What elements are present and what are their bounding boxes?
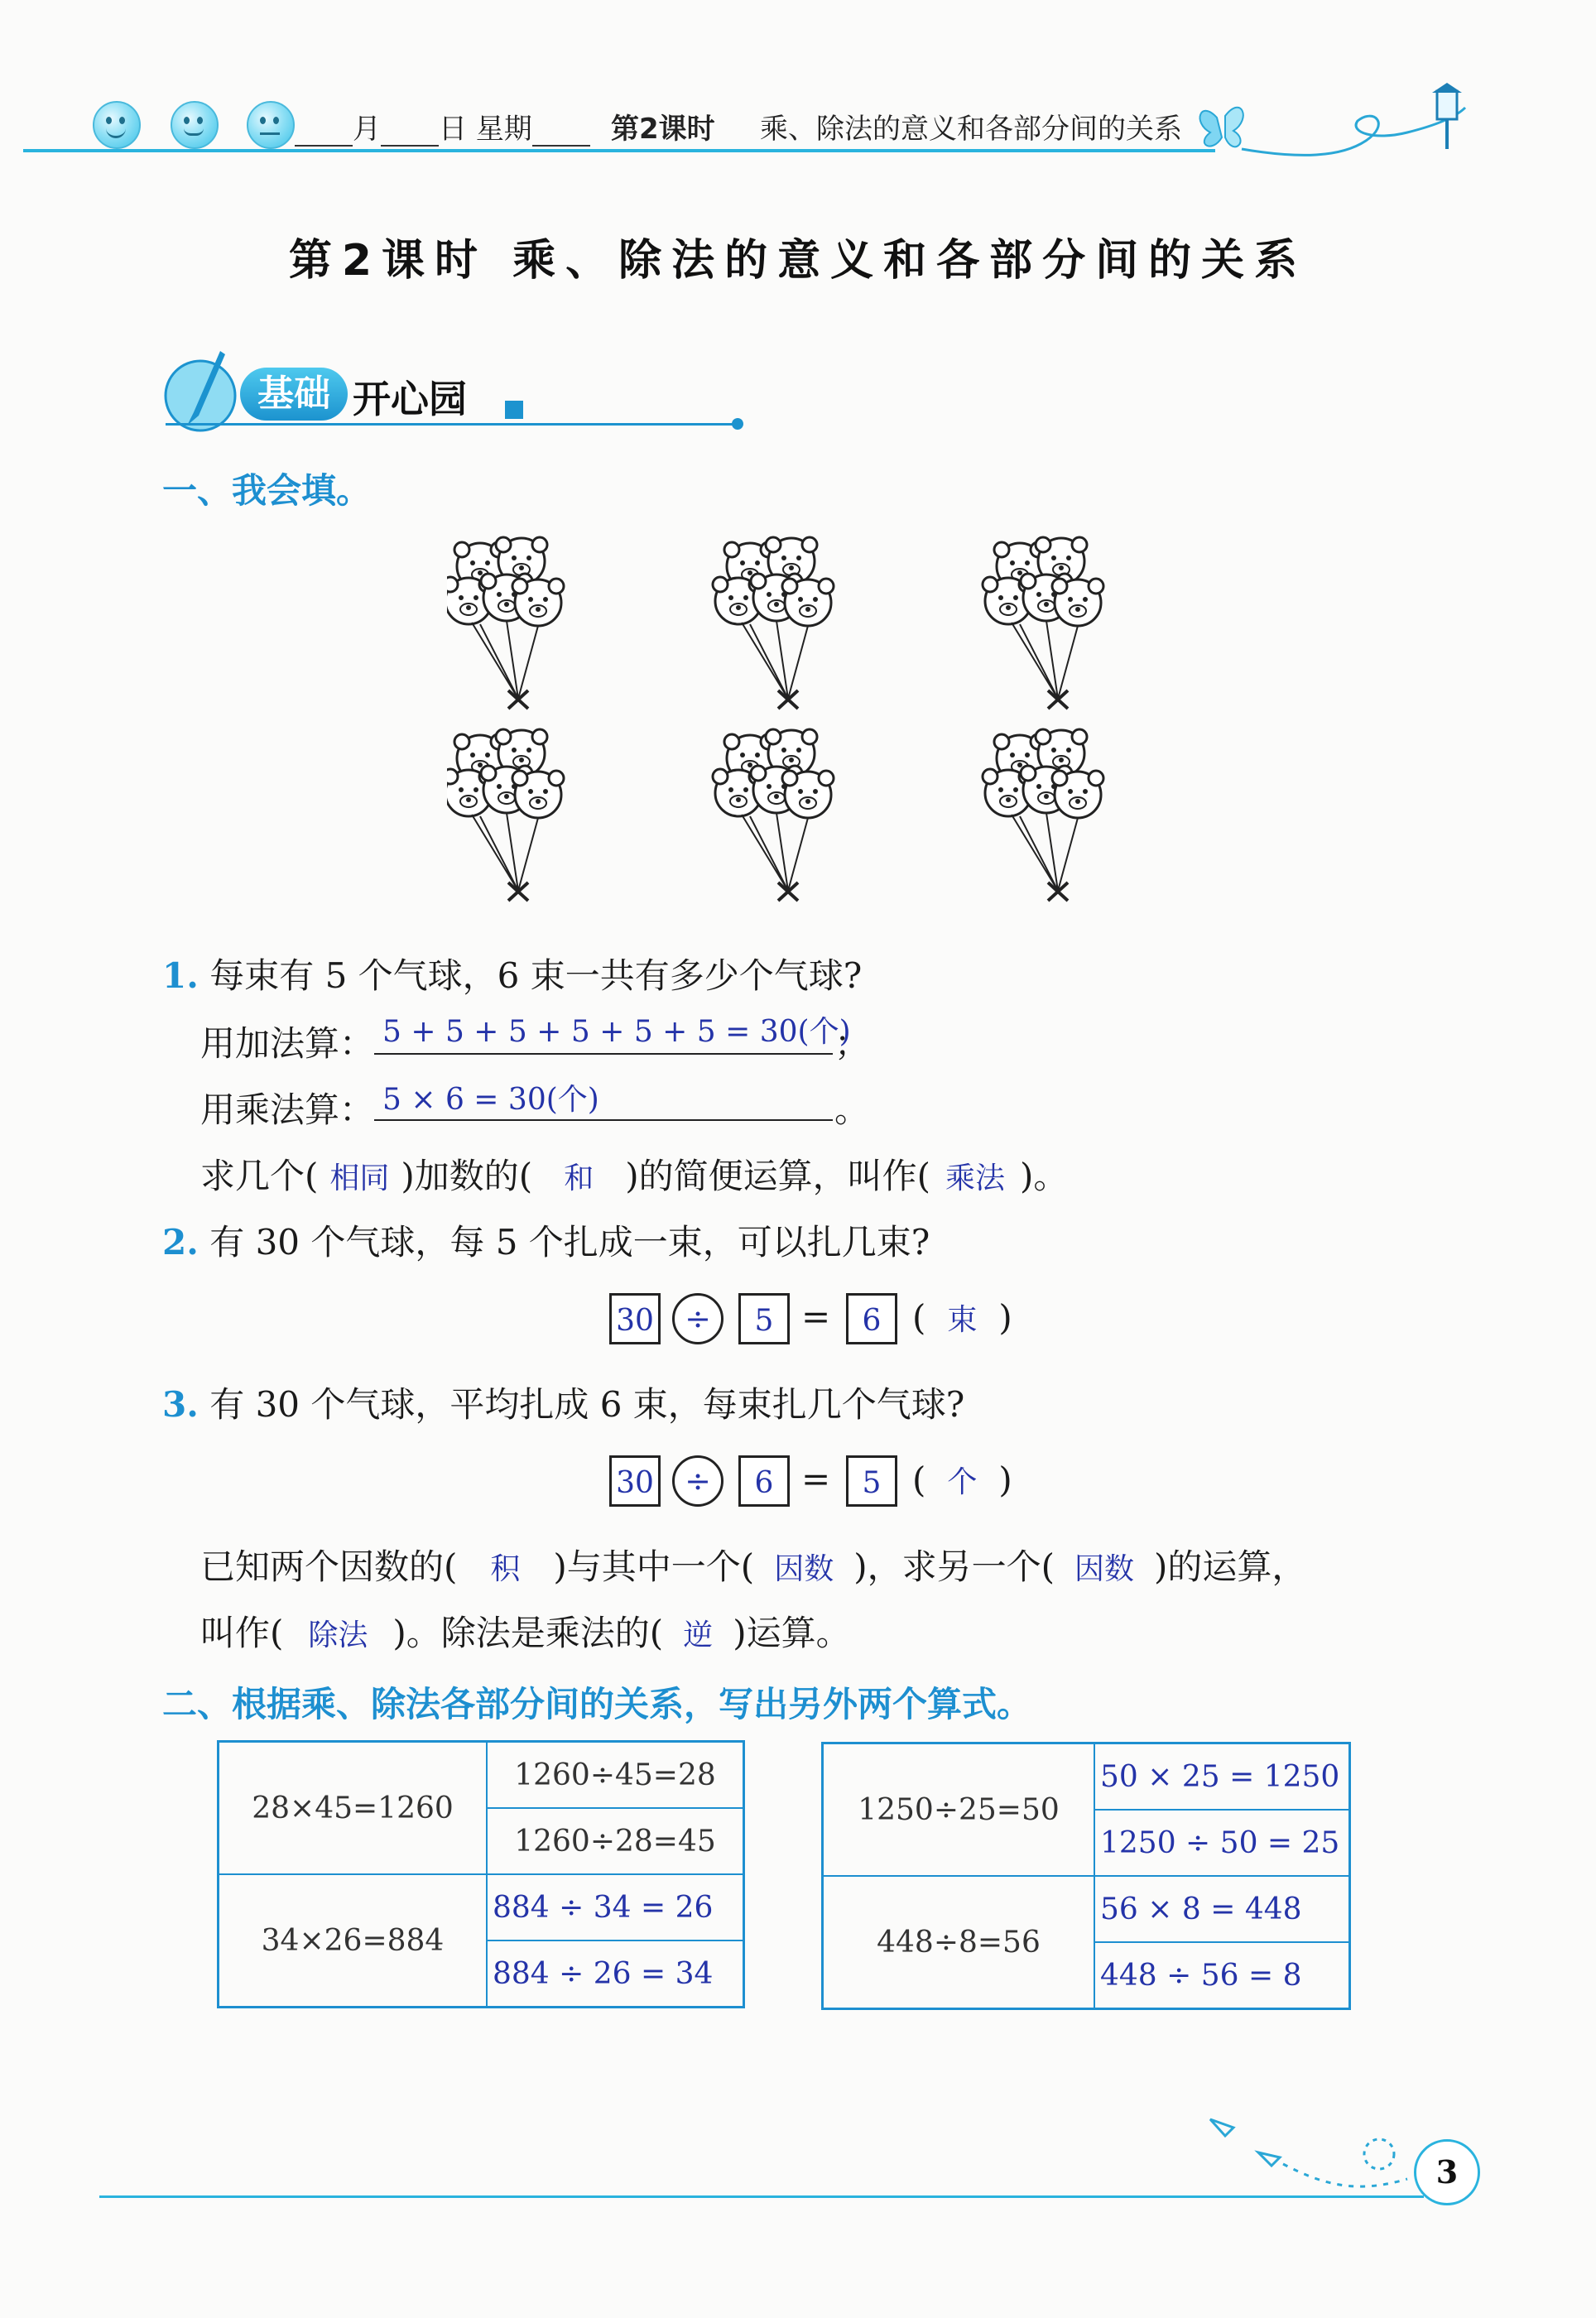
- page-title: 第2课时 乘、除法的意义和各部分间的关系: [288, 236, 1308, 286]
- unit: ( 个 ): [912, 1460, 1012, 1500]
- equation-box: 6: [738, 1455, 790, 1507]
- footer-rule: [99, 2195, 1424, 2198]
- answer-he: 和: [564, 1161, 594, 1195]
- header-lesson-topic: 乘、除法的意义和各部分间的关系: [760, 113, 1182, 146]
- equation-box: 30: [609, 1455, 661, 1507]
- balloon-bunches-illustration: [447, 533, 1159, 914]
- operator-circle: ÷: [672, 1293, 723, 1344]
- part1-heading: 一、我会填。: [162, 470, 372, 511]
- month-label: 月: [353, 113, 381, 146]
- table-row: [823, 1876, 1350, 1942]
- table-row: [823, 1743, 1350, 1811]
- question-1: [162, 949, 862, 998]
- mul-answer: 5 × 6 = 30(个): [382, 1083, 599, 1117]
- mul-label: 用乘法算：: [200, 1089, 375, 1130]
- mul-line: [200, 1083, 374, 1133]
- equals-sign: =: [801, 1459, 831, 1499]
- smiley-face-icon: [93, 101, 141, 149]
- question-2: [162, 1215, 930, 1265]
- table-row: [219, 1742, 744, 1809]
- handwritten-answer: 50 × 25 = 1250: [1094, 1743, 1350, 1811]
- right-relation-table: [821, 1742, 1351, 2010]
- page-number: 3: [1414, 2139, 1480, 2205]
- handwritten-answer: 884 ÷ 34 = 26: [487, 1874, 744, 1940]
- given-equation: 28×45=1260: [219, 1742, 488, 1875]
- smiley-face-icon: [171, 101, 219, 149]
- answer-chufa: 除法: [308, 1618, 368, 1652]
- given-equation: 34×26=884: [219, 1874, 488, 2008]
- division-definition-line2: 叫作( 除法 )。除法是乘法的( 逆 )运算。: [200, 1613, 851, 1653]
- question-text: 有 30 个气球，平均扎成 6 束，每束扎几个气球?: [209, 1384, 965, 1425]
- unit-answer: 束: [947, 1303, 978, 1337]
- answer-ni: 逆: [683, 1618, 714, 1652]
- mul-end: 。: [834, 1089, 870, 1130]
- section-badge-dot-icon: [732, 418, 743, 430]
- header-rule: [23, 149, 1215, 152]
- equation-box: 30: [609, 1293, 661, 1344]
- day-label: 日: [439, 113, 467, 146]
- operator-circle: ÷: [672, 1455, 723, 1507]
- multiplication-definition: 求几个( 相同 )加数的( 和 )的简便运算，叫作( 乘法 )。: [200, 1156, 1069, 1196]
- add-label: 用加法算：: [200, 1023, 375, 1064]
- printed-equation: 1260÷28=45: [487, 1808, 744, 1874]
- part2-heading: 二、根据乘、除法各部分间的关系，写出另外两个算式。: [162, 1684, 1032, 1724]
- smiley-face-icon: [247, 101, 295, 149]
- handwritten-answer: 56 × 8 = 448: [1094, 1876, 1350, 1942]
- add-end: ；: [834, 1023, 870, 1064]
- answer-chengfa: 乘法: [945, 1161, 1005, 1195]
- section-badge-rule: [166, 423, 737, 426]
- question-text: 有 30 个气球，每 5 个扎成一束，可以扎几束?: [209, 1222, 930, 1262]
- division-definition-line1: 已知两个因数的( 积 )与其中一个( 因数 )，求另一个( 因数 )的运算，: [200, 1546, 1307, 1587]
- answer-yinshu-2: 因数: [1074, 1552, 1134, 1586]
- given-equation: 1250÷25=50: [823, 1743, 1095, 1877]
- handwritten-answer: 1250 ÷ 50 = 25: [1094, 1810, 1350, 1876]
- table-row: [219, 1874, 744, 1940]
- handwritten-answer: 884 ÷ 26 = 34: [487, 1940, 744, 2008]
- unit-answer: 个: [947, 1465, 978, 1499]
- question-number: 1.: [162, 955, 199, 996]
- left-relation-table: [217, 1740, 745, 2008]
- printed-equation: 1260÷45=28: [487, 1742, 744, 1809]
- equation-box: 6: [846, 1293, 897, 1344]
- add-line: [200, 1017, 374, 1066]
- date-fields: [295, 106, 590, 147]
- answer-ji: 积: [490, 1552, 521, 1586]
- section-badge-text: 开心园: [353, 377, 467, 421]
- butterfly-lamp-decoration-icon: [1192, 83, 1473, 162]
- equation-box: 5: [846, 1455, 897, 1507]
- answer-yinshu: 因数: [774, 1552, 834, 1586]
- handwritten-answer: 448 ÷ 56 = 8: [1094, 1942, 1350, 2009]
- square-bullet-icon: [505, 401, 523, 419]
- equation-box: 5: [738, 1293, 790, 1344]
- unit: ( 束 ): [912, 1297, 1012, 1338]
- question-text: 每束有 5 个气球，6 束一共有多少个气球?: [209, 955, 863, 996]
- question-number: 3.: [162, 1384, 199, 1425]
- section-badge-pill: 基础: [240, 368, 348, 421]
- question-number: 2.: [162, 1222, 199, 1262]
- answer-xiangtong: 相同: [329, 1161, 390, 1195]
- given-equation: 448÷8=56: [823, 1876, 1095, 2009]
- weekday-label: 星期: [475, 113, 532, 146]
- bird-decoration-icon: [1200, 2103, 1424, 2202]
- question-3: [162, 1378, 964, 1427]
- mul-answer-underline: [374, 1119, 833, 1121]
- add-answer: 5 + 5 + 5 + 5 + 5 + 5 = 30(个): [382, 1015, 851, 1049]
- add-answer-underline: [374, 1053, 833, 1055]
- equals-sign: =: [801, 1296, 831, 1337]
- header-lesson-tag: 第2课时: [611, 113, 715, 146]
